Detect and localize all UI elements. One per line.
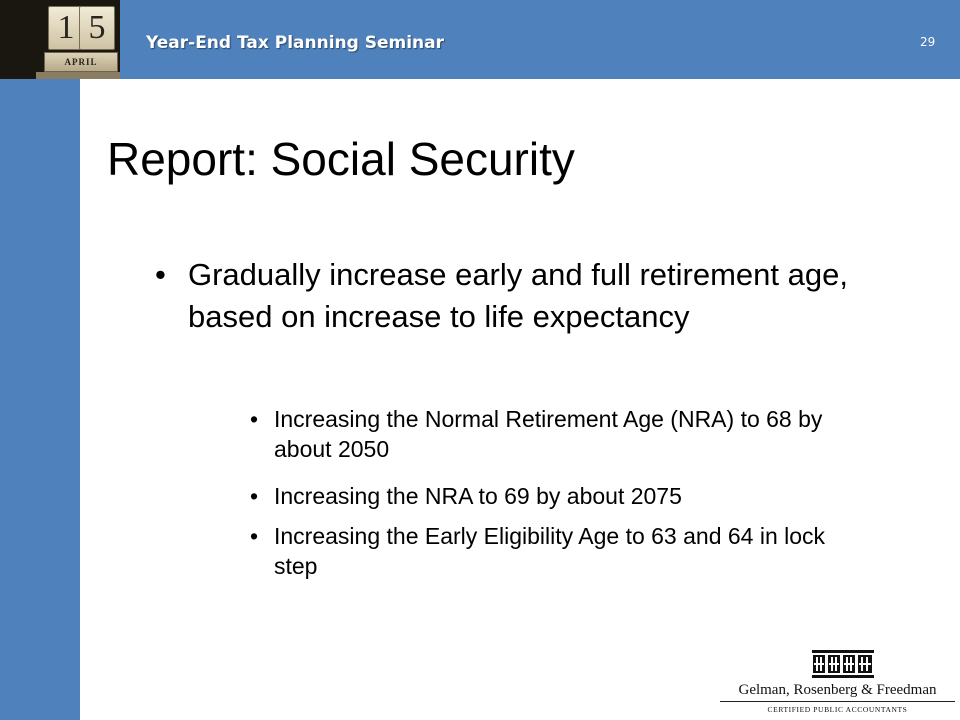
bullet-icon: • bbox=[250, 406, 259, 432]
slide-number: 29 bbox=[920, 35, 936, 49]
building-columns-icon bbox=[812, 650, 874, 678]
bullet-icon: • bbox=[155, 257, 166, 292]
sub-bullet bbox=[250, 404, 874, 464]
sub-bullet-text: Increasing the NRA to 69 by about 2075 bbox=[274, 483, 682, 509]
sub-bullet bbox=[250, 481, 874, 511]
calendar-image bbox=[0, 0, 120, 79]
calendar-digit-1: 1 bbox=[48, 6, 84, 50]
main-bullet-text: Gradually increase early and full retirement age, based on increase to life expectancy bbox=[188, 257, 848, 334]
calendar-digit-2: 5 bbox=[79, 6, 115, 50]
bullet-icon: • bbox=[250, 483, 259, 509]
firm-tagline: CERTIFIED PUBLIC ACCOUNTANTS bbox=[767, 705, 908, 714]
slide-title: Report: Social Security bbox=[107, 133, 575, 185]
main-bullet bbox=[155, 254, 878, 338]
sub-bullet-text: Increasing the Normal Retirement Age (NRA) to 68 by about 2050 bbox=[274, 406, 823, 462]
firm-name: Gelman, Rosenberg & Freedman bbox=[720, 682, 955, 702]
left-accent-bar bbox=[0, 79, 80, 720]
calendar-month: APRIL bbox=[44, 52, 118, 72]
bullet-icon: • bbox=[250, 523, 259, 549]
seminar-title: Year-End Tax Planning Seminar bbox=[146, 33, 445, 53]
sub-bullet bbox=[250, 521, 874, 581]
sub-bullet-text: Increasing the Early Eligibility Age to 63 and 64 in lock step bbox=[274, 523, 826, 579]
calendar-base bbox=[36, 72, 120, 79]
firm-logo bbox=[720, 648, 955, 712]
header-bar bbox=[0, 0, 960, 79]
